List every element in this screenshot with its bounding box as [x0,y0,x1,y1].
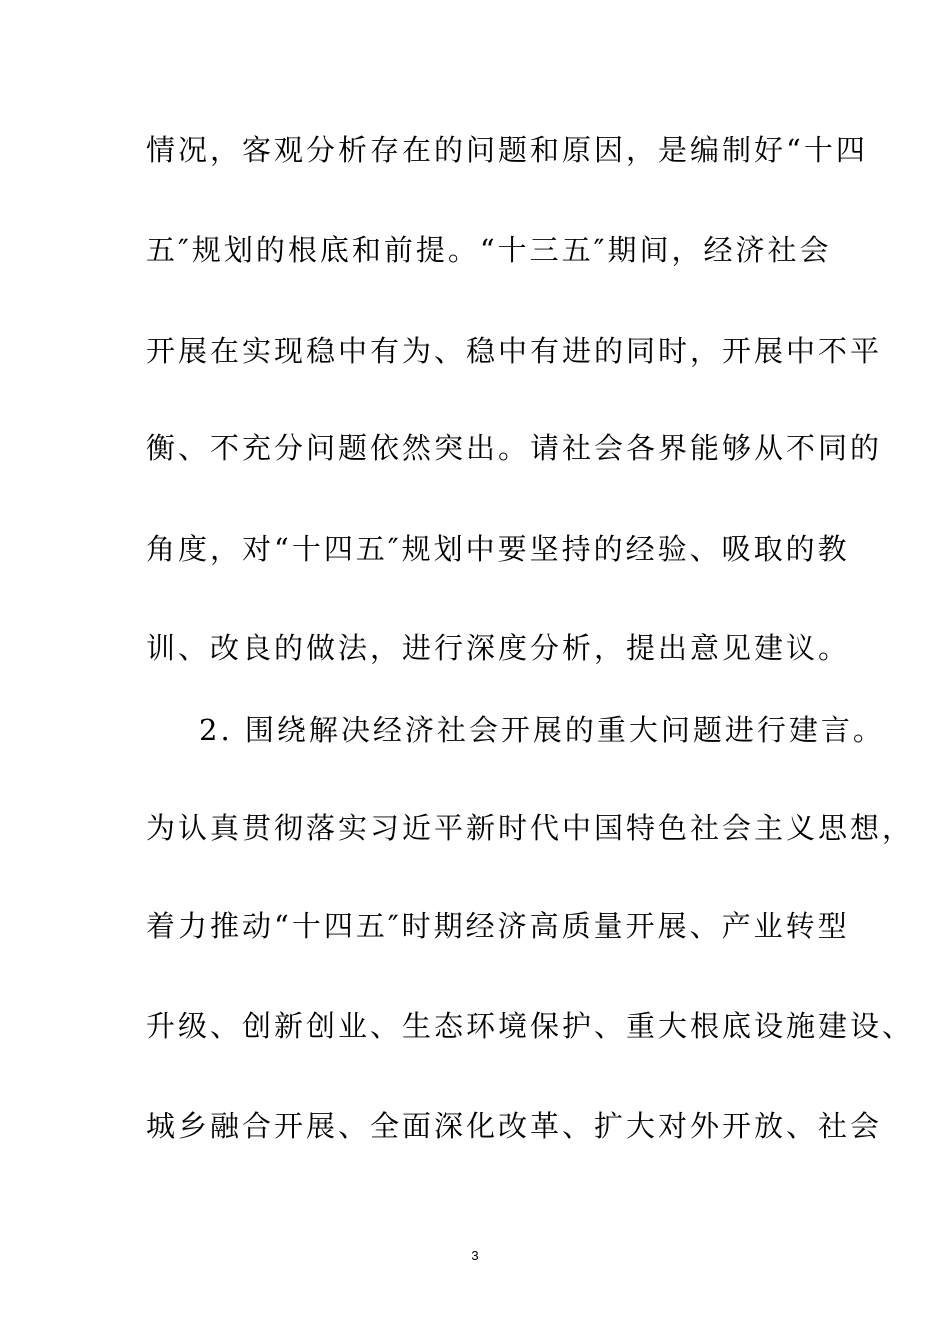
paragraph-line: 着力推动“十四五″时期经济高质量开展、产业转型 [146,909,850,943]
paragraph-line: 升级、创新创业、生态环境保护、重大根底设施建设、 [146,1009,915,1043]
paragraph-line: 城乡融合开展、全面深化改革、扩大对外开放、社会 [146,1109,883,1143]
paragraph-line: 为认真贯彻落实习近平新时代中国特色社会主义思想， [146,811,915,845]
paragraph-line: 角度，对“十四五″规划中要坚持的经验、吸取的教 [146,532,850,566]
page-number: 3 [471,1248,479,1263]
paragraph-line: 五″规划的根底和前提。“十三五″期间，经济社会 [146,233,832,267]
paragraph-line: 情况，客观分析存在的问题和原因，是编制好“十四 [146,133,868,167]
paragraph-line: 开展在实现稳中有为、稳中有进的同时，开展中不平 [146,334,883,368]
section-heading: 2. 围绕解决经济社会开展的重大问题进行建言。 [199,713,885,747]
paragraph-line: 衡、不充分问题依然突出。请社会各界能够从不同的 [146,431,883,465]
paragraph-line: 训、改良的做法，进行深度分析，提出意见建议。 [146,631,851,665]
